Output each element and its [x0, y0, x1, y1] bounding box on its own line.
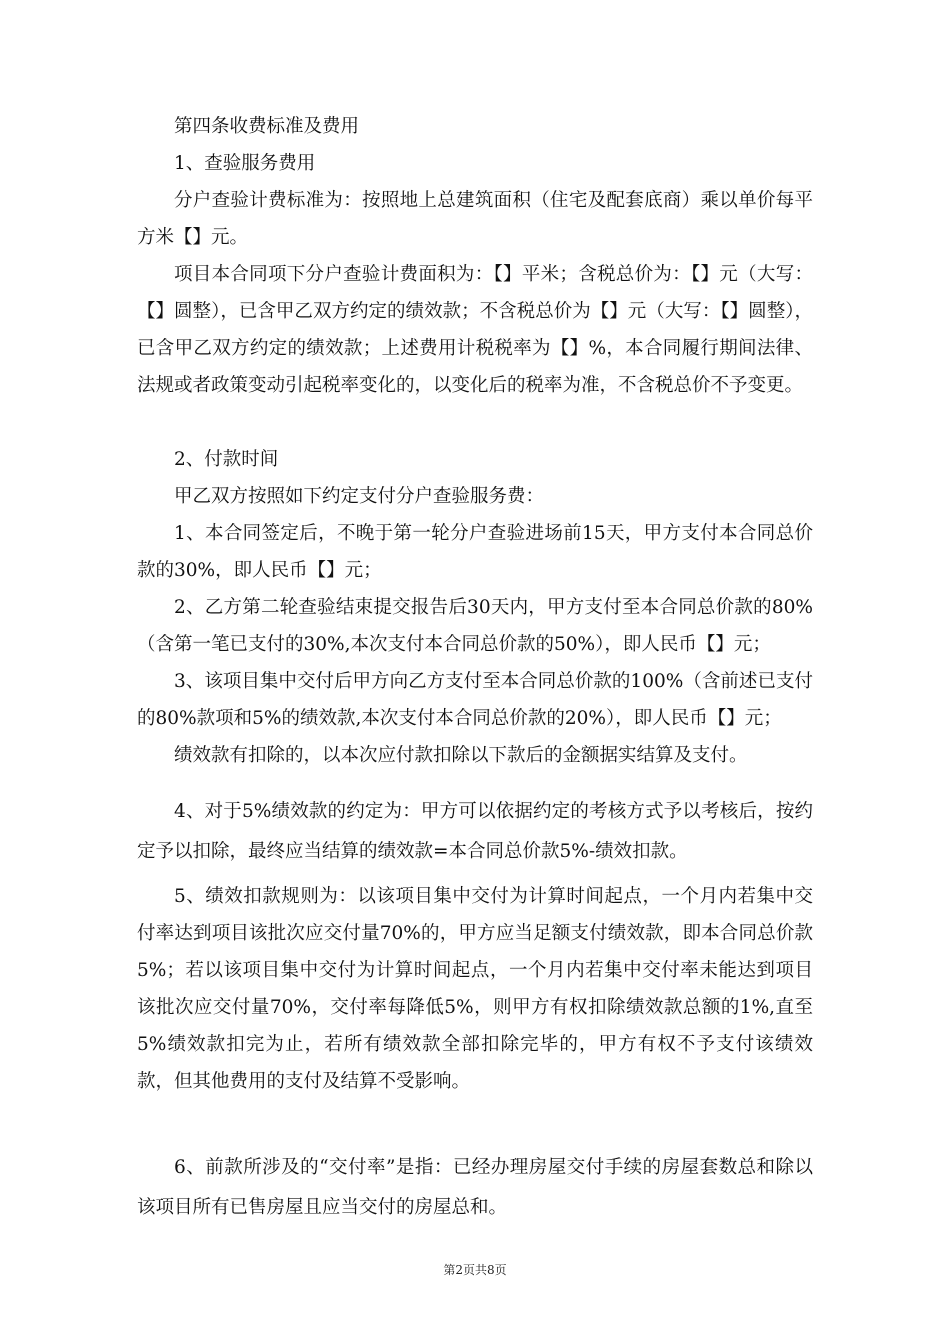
paragraph-fee-standard: 分户查验计费标准为：按照地上总建筑面积（住宅及配套底商）乘以单价每平方米【】元。 [137, 190, 813, 248]
paragraph-performance-deduction: 绩效款有扣除的，以本次应付款扣除以下款后的金额据实结算及支付。 [174, 745, 748, 766]
paragraph-payment-3: 3、该项目集中交付后甲方向乙方支付至本合同总价款的100%（含前述已支付的80%款项和5%的绩效款,本次支付本合同总价款的20%），即人民币【】元； [137, 671, 813, 729]
paragraph-payment-intro: 甲乙双方按照如下约定支付分户查验服务费： [174, 486, 545, 507]
paragraph-clause-4: 4、对于5%绩效款的约定为：甲方可以依据约定的考核方式予以考核后，按约定予以扣除，最终应当结算的绩效款=本合同总价款5%-绩效扣款。 [137, 801, 813, 862]
article-heading: 第四条收费标准及费用 [174, 116, 360, 137]
paragraph-payment-1: 1、本合同签定后，不晚于第一轮分户查验进场前15天，甲方支付本合同总价款的30%，即人民币【】元； [137, 523, 813, 581]
paragraph-payment-2: 2、乙方第二轮查验结束提交报告后30天内，甲方支付至本合同总价款的80%（含第一笔已支付的30%,本次支付本合同总价款的50%），即人民币【】元； [137, 597, 813, 655]
page-footer: 第2页共8页 [443, 1263, 507, 1277]
paragraph-fee-area-price: 项目本合同项下分户查验计费面积为：【】平米；含税总价为：【】元（大写：【】圆整），已含甲乙双方约定的绩效款；不含税总价为【】元（大写：【】圆整），已含甲乙双方约定的绩效款；上述费用计税税率为【】%，本合同履行期间法律、法规或者政策变动引起税率变化的，以变化后的税率为准，不含税总价不予变更。 [137, 264, 813, 396]
paragraph-clause-5: 5、绩效扣款规则为：以该项目集中交付为计算时间起点，一个月内若集中交付率达到项目该批次应交付量70%的，甲方应当足额支付绩效款，即本合同总价款5%；若以该项目集中交付为计算时间起点，一个月内若集中交付率未能达到项目该批次应交付量70%，交付率每降低5%，则甲方有权扣除绩效款总额的1%,直至5%绩效款扣完为止，若所有绩效款全部扣除完毕的，甲方有权不予支付该绩效款，但其他费用的支付及结算不受影响。 [137, 886, 813, 1092]
paragraph-clause-6: 6、前款所涉及的“交付率”是指：已经办理房屋交付手续的房屋套数总和除以该项目所有已售房屋且应当交付的房屋总和。 [137, 1157, 813, 1218]
section-heading-payment-time: 2、付款时间 [174, 449, 279, 470]
section-heading-service-fee: 1、查验服务费用 [174, 153, 316, 174]
